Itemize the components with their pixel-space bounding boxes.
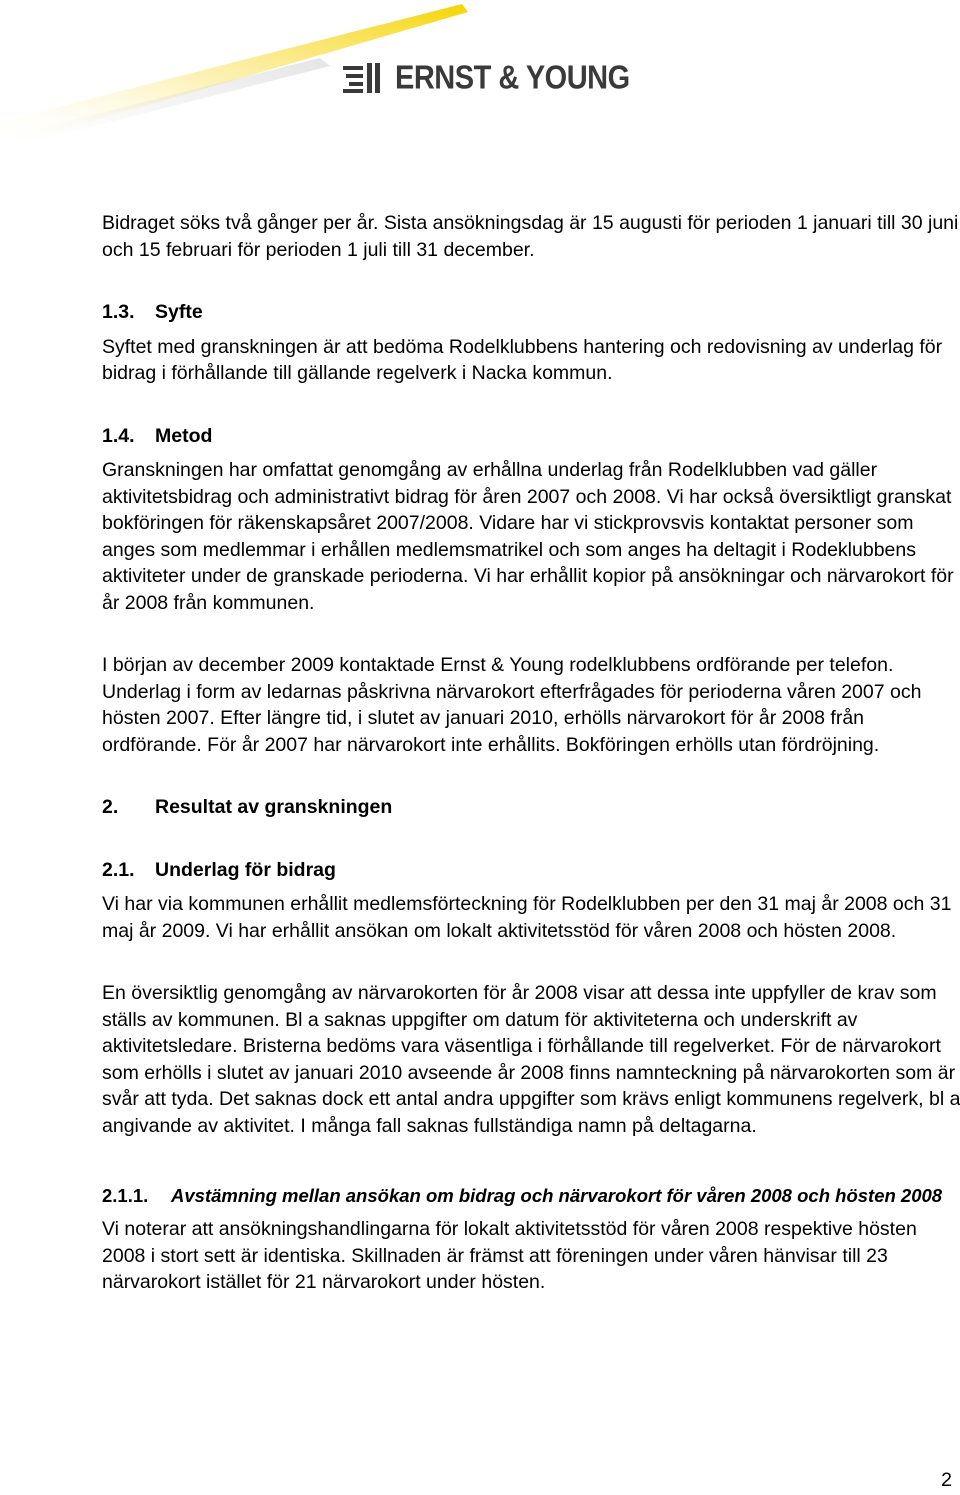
page-number: 2 — [941, 1469, 952, 1491]
section-2-1-1-heading — [102, 1184, 960, 1208]
section-number: 2.1. — [102, 858, 135, 881]
section-2-1-heading — [102, 857, 960, 884]
section-number: 1.3. — [102, 301, 135, 323]
document-body — [102, 210, 960, 1296]
section-2-heading — [102, 794, 960, 821]
section-title: Syfte — [155, 301, 203, 323]
section-1-3-heading — [102, 299, 960, 326]
section-number: 2.1.1. — [102, 1185, 149, 1206]
section-number: 2. — [102, 796, 119, 818]
ernst-young-logo — [343, 60, 630, 96]
section-1-4-text-1: Granskningen har omfattat genomgång av erhållna underlag från Rodelklubben vad gäller aktivitetsbidrag och administrativt bidrag för åren 2007 och 2008. Vi har också översiktligt granskat bokföringen för räkenskapsåret 2007/2008. Vidare har vi stickprovsvis kontaktat personer som anges som medlemmar i erhållen medlemsmatrikel och som anges ha deltagit i Rodeklubbens aktiviteter under de granskade perioderna. Vi har erhållit kopior på ansökningar och närvarokort för år 2008 från kommunen. — [102, 459, 954, 614]
section-title: Underlag för bidrag — [155, 858, 336, 881]
logo-text: ERNST & YOUNG — [395, 59, 630, 96]
section-1-4-heading — [102, 423, 960, 450]
section-title: Avstämning mellan ansökan om bidrag och närvarokort för våren 2008 och hösten 2008 — [171, 1185, 943, 1206]
section-2-1-text-2: En översiktlig genomgång av närvarokorten för år 2008 visar att dessa inte uppfyller de krav som ställs av kommunen. Bl a saknas uppgifter om datum för aktiviteterna och underskrift av aktivitetsledare. Bristerna bedöms vara väsentliga i förhållande till regelverket. För de närvarokort som erhölls i slutet av januari 2010 avseende år 2008 finns namnteckning på närvarokorten som är svår att tyda. Det saknas dock ett antal andra uppgifter som krävs enligt kommunens regelverk, bl a angivande av aktivitet. I många fall saknas fullständiga namn på deltagarna. — [102, 982, 960, 1137]
section-number: 1.4. — [102, 424, 135, 447]
section-2-1-text-1: Vi har via kommunen erhållit medlemsförteckning för Rodelklubben per den 31 maj år 2008 och 31 maj år 2009. Vi har erhållit ansökan om lokalt aktivitetsstöd för våren 2008 och hösten 2008. — [102, 893, 952, 942]
section-2-1-1-text: Vi noterar att ansökningshandlingarna för lokalt aktivitetsstöd för våren 2008 respektive hösten 2008 i stort sett är identiska. Skillnaden är främst att föreningen under våren hänvisar till 23 närvarokort istället för 21 närvarokort under hösten. — [102, 1218, 917, 1293]
section-title: Resultat av granskningen — [155, 796, 393, 818]
intro-paragraph: Bidraget söks två gånger per år. Sista ansökningsdag är 15 augusti för perioden 1 januari till 30 juni och 15 februari för perioden 1 juli till 31 december. — [102, 212, 959, 261]
section-1-3-text: Syftet med granskningen är att bedöma Rodelklubbens hantering och redovisning av underlag för bidrag i förhållande till gällande regelverk i Nacka kommun. — [102, 335, 943, 384]
section-title: Metod — [155, 424, 213, 447]
logo-mark-icon — [343, 63, 389, 93]
section-1-4-text-2: I början av december 2009 kontaktade Ernst & Young rodelklubbens ordförande per telefon. Underlag i form av ledarnas påskrivna närvarokort efterfrågades för perioderna våren 2007 och hösten 2007. Efter längre tid, i slutet av januari 2010, erhölls närvarokort för år 2008 från ordförande. För år 2007 har närvarokort inte erhållits. Bokföringen erhölls utan fördröjning. — [102, 654, 922, 756]
